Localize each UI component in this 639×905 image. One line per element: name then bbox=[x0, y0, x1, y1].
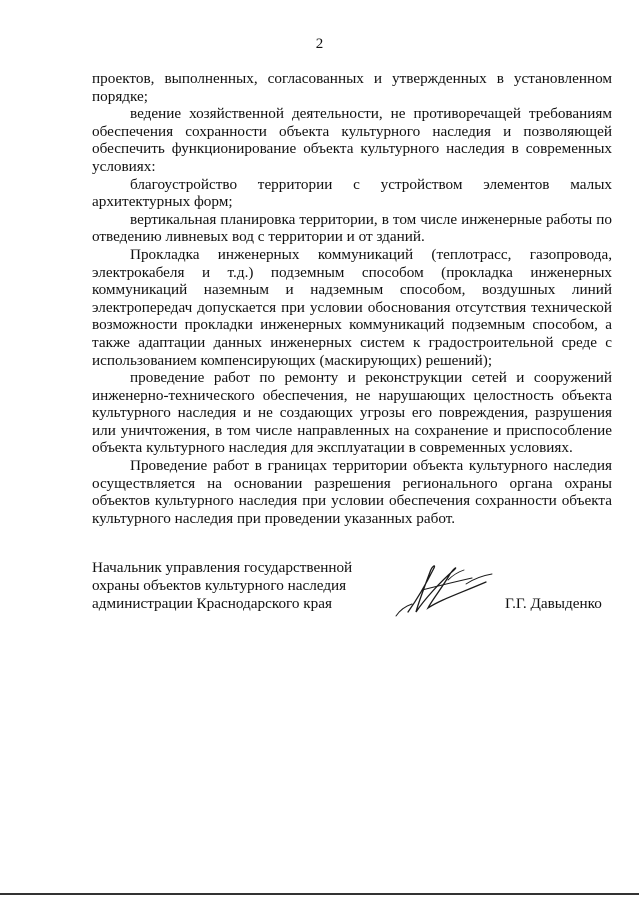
signer-title-line: администрации Краснодарского края bbox=[92, 595, 332, 612]
signer-title-line: охраны объектов культурного наследия bbox=[92, 577, 347, 594]
paragraph: Проведение работ в границах территории объекта культурного наследия осуществляется на основании разрешения регионального органа охраны объектов культурного наследия при условии обеспечения сохранности объекта культурного наследия при проведении указанных работ. bbox=[92, 457, 612, 527]
paragraph: проведение работ по ремонту и реконструкции сетей и сооружений инженерно-технического обеспечения, не нарушающих целостность объекта культурного наследия и не создающих угрозы его повреждения, разрушения или уничтожения, в том числе направленных на сохранение и приспособление объекта культурного наследия для эксплуатации в современных условиях. bbox=[92, 369, 612, 457]
bottom-divider bbox=[0, 893, 639, 895]
signer-name: Г.Г. Давыденко bbox=[505, 595, 602, 612]
signer-title bbox=[92, 559, 352, 613]
paragraph: благоустройство территории с устройством элементов малых архитектурных форм; bbox=[92, 175, 612, 211]
paragraph: Прокладка инженерных коммуникаций (теплотрасс, газопровода, электрокабеля и т.д.) подземным способом (прокладка инженерных коммуникаций наземным и надземным способом, воздушных линий электропередач допускается при условии обоснования отсутствия технической возможности прокладки инженерных коммуникаций подземным способом, а также адаптации данных инженерных систем к градостроительной среде с использованием компенсирующих (маскирующих) решений); bbox=[92, 245, 612, 369]
signer-title-line: Начальник управления государственной bbox=[92, 559, 353, 576]
paragraph: ведение хозяйственной деятельности, не противоречащей требованиям обеспечения сохранности объекта культурного наследия и позволяющей обеспечить функционирование объекта культурного наследия в современных условиях: bbox=[92, 105, 612, 175]
paragraph: вертикальная планировка территории, в том числе инженерные работы по отведению ливневых вод с территории и от зданий. bbox=[92, 210, 612, 246]
page-number: 2 bbox=[315, 36, 324, 52]
handwritten-signature bbox=[388, 560, 498, 620]
document-body bbox=[92, 70, 612, 527]
paragraph: проектов, выполненных, согласованных и утвержденных в установленном порядке; bbox=[92, 70, 612, 105]
